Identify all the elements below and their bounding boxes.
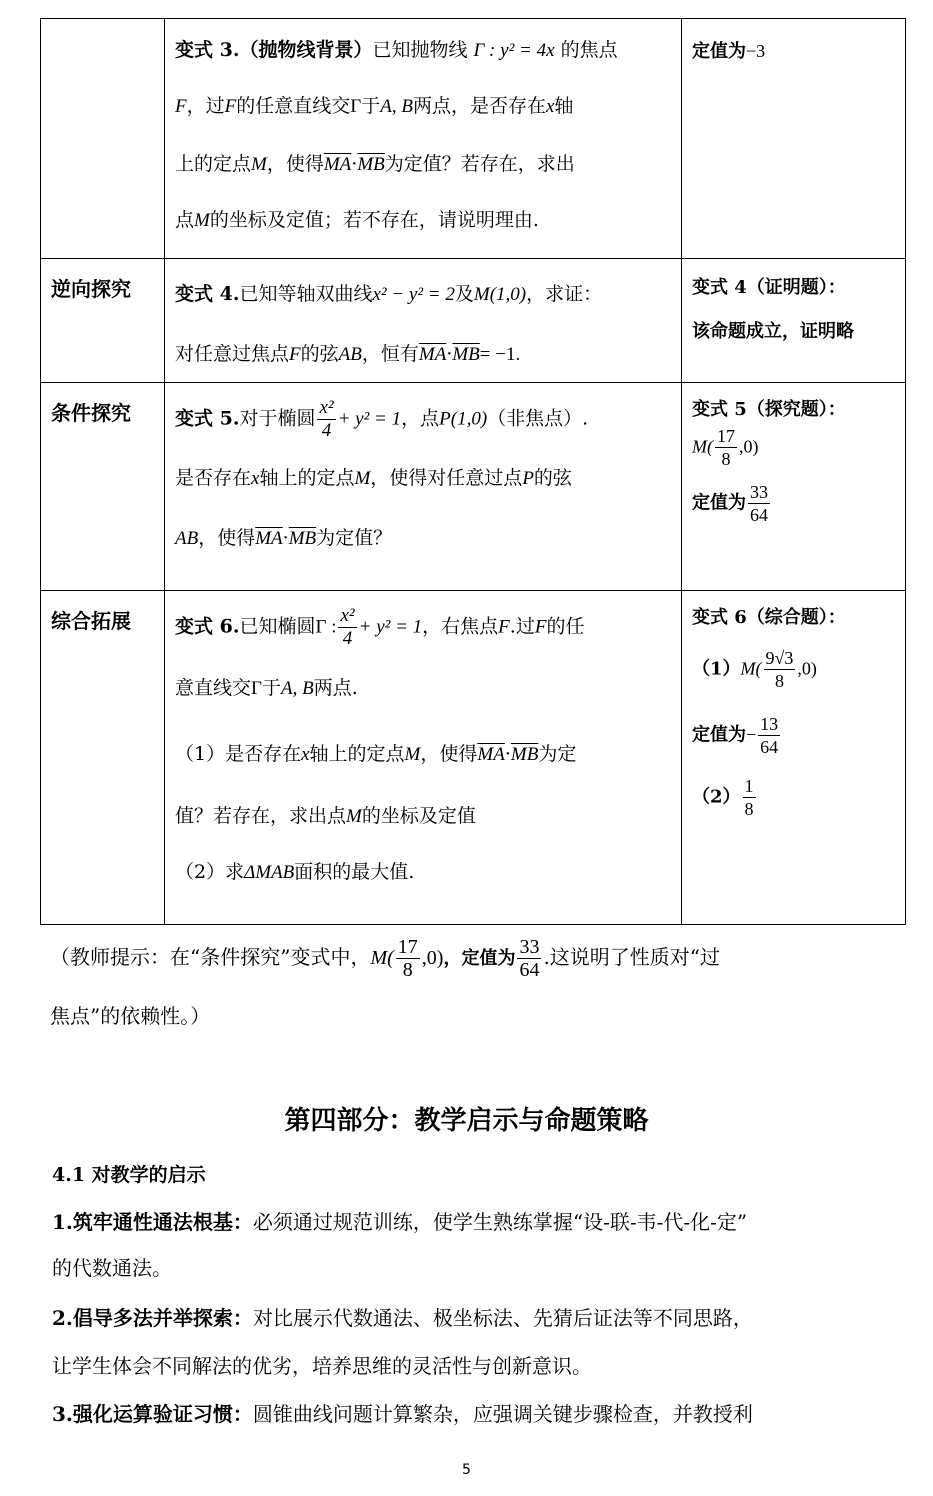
formula: ,0)	[739, 436, 759, 457]
text: 必须通过规范训练，使学生熟练掌握“设-联-韦-代-化-定”	[252, 1210, 748, 1234]
answer-3-cell	[682, 19, 906, 259]
text: 综合拓展	[51, 609, 131, 633]
text: 13	[760, 714, 779, 734]
vector: $\overline{MA}$	[323, 154, 352, 175]
formula: M(	[740, 658, 762, 679]
vector: $\overline{MA}$	[477, 744, 505, 765]
text: 变式 5.	[175, 407, 240, 430]
text: （1）是否存在	[175, 743, 302, 765]
formula: F	[289, 344, 301, 365]
text: （2）	[692, 786, 741, 808]
text: 8	[721, 449, 731, 469]
answer-5-cell	[682, 383, 906, 591]
formula: Γ	[251, 678, 262, 699]
text: ，定值为	[443, 948, 516, 969]
formula: −3	[746, 41, 766, 61]
text: 64	[519, 959, 540, 981]
formula: M(1,0)	[473, 284, 527, 305]
point-2-cont: 让学生体会不同解法的优劣，培养思维的灵活性与创新意识。	[52, 1354, 592, 1378]
formula: x	[251, 468, 260, 489]
section-title: 第四部分：教学启示与命题策略	[284, 1106, 649, 1136]
text: 8	[774, 671, 784, 691]
vector: $\overline{MA}$	[418, 344, 447, 365]
text: 的任	[546, 615, 585, 638]
text: 8	[402, 959, 413, 981]
text: ，使得	[420, 743, 478, 765]
formula: Γ	[350, 96, 362, 117]
formula: Γ :	[315, 616, 337, 638]
formula: x	[301, 744, 310, 765]
point-3	[52, 1398, 753, 1427]
teacher-note-line-1	[50, 936, 720, 981]
text: ·	[351, 153, 358, 175]
text: 4	[321, 420, 332, 441]
vector: $\overline{MA}$	[255, 528, 283, 549]
formula: A, B	[281, 678, 314, 699]
point-2	[52, 1302, 753, 1331]
text: 已知等轴双曲线	[239, 283, 373, 305]
formula: x² − y² = 2	[372, 284, 455, 305]
text: 1.筑牢通性通法根基：	[52, 1210, 253, 1234]
text: 值？若存在，求出点	[175, 805, 347, 827]
text: 轴上的定点	[309, 743, 405, 765]
text: 面积的最大值.	[294, 861, 415, 883]
row-label-comprehensive	[41, 591, 165, 925]
formula: F	[534, 616, 547, 638]
text: 变式 4（证明题）：	[692, 277, 846, 298]
formula: + y² = 1	[358, 616, 423, 638]
text: ·	[446, 343, 453, 365]
text: 已知椭圆	[239, 615, 316, 638]
text: 点	[175, 209, 195, 231]
text: 1	[744, 776, 754, 796]
text: ，点	[401, 407, 440, 430]
text: 逆向探究	[51, 277, 131, 301]
text: 的任意直线交	[236, 95, 351, 117]
vector: $\overline{MB}$	[288, 528, 317, 549]
vector: $\overline{MB}$	[452, 344, 480, 365]
text: 64	[760, 737, 779, 757]
formula: M	[404, 744, 421, 765]
text: 对比展示代数通法、极坐标法、先猜后证法等不同思路，	[252, 1306, 753, 1330]
text: 变式 6.	[175, 615, 240, 638]
text: 对任意过焦点	[175, 343, 290, 365]
formula: + y² = 1	[337, 408, 402, 430]
formula: −	[746, 724, 757, 745]
variant-5-cell	[165, 383, 682, 591]
text: 意直线交	[175, 677, 252, 699]
text: 上的定点	[175, 153, 252, 175]
text: 64	[750, 505, 768, 525]
point-1-cont: 的代数通法。	[52, 1256, 172, 1280]
text: ，恒有	[361, 343, 419, 365]
text: 9√3	[765, 648, 794, 668]
text: 于	[361, 95, 381, 117]
text: ·	[504, 743, 511, 765]
text: 该命题成立，证明略	[692, 321, 854, 342]
text: .这说明了性质对“过	[543, 945, 721, 969]
text: 定值为	[692, 492, 746, 514]
text: 已知抛物线	[372, 39, 474, 61]
text: 4	[342, 628, 353, 649]
text: 33	[519, 936, 540, 958]
text: （非焦点）.	[487, 407, 589, 430]
subsection-title: 4.1 对教学的启示	[52, 1164, 206, 1186]
text: 轴上的定点	[259, 467, 355, 489]
text: 变式 6（综合题）：	[692, 607, 846, 628]
formula: ,0)	[797, 658, 817, 679]
text: 圆锥曲线问题计算繁杂，应强调关键步骤检查，并教授利	[252, 1402, 753, 1426]
teacher-note-line-2: 焦点”的依赖性。）	[50, 1004, 211, 1028]
formula: P	[522, 468, 534, 489]
text: ，使得	[198, 527, 256, 549]
point-1	[52, 1206, 747, 1235]
variant-3-cell	[165, 19, 682, 259]
text: ，使得	[266, 153, 324, 175]
answer-6-cell	[682, 591, 906, 925]
text: x²	[340, 605, 355, 626]
text: 两点，是否存在	[412, 95, 546, 117]
text: x²	[319, 397, 334, 418]
text: ，求证：	[526, 283, 603, 305]
text: 的坐标及定值；若不存在，请说明理由.	[209, 209, 539, 231]
text: 变式 5（探究题）：	[692, 399, 846, 420]
text: 的弦	[300, 343, 339, 365]
row-label-condition	[41, 383, 165, 591]
variant-3-title: 变式 3.（抛物线背景）	[175, 39, 373, 61]
text: 为定	[538, 743, 577, 765]
text: .过	[509, 615, 535, 638]
formula: x	[545, 96, 555, 117]
text: 的坐标及定值	[361, 805, 476, 827]
formula: F	[498, 616, 510, 638]
formula: F	[224, 96, 237, 117]
text: 定值为	[692, 41, 746, 62]
text: 轴	[554, 95, 574, 117]
text: 及	[454, 283, 474, 305]
formula: M	[346, 806, 362, 827]
formula: A, B	[380, 96, 413, 117]
text: （教师提示：在“条件探究”变式中，	[50, 945, 371, 969]
text: 定值为	[692, 724, 746, 746]
text: 17	[397, 936, 418, 958]
formula: M	[354, 468, 371, 489]
formula: = −1.	[479, 344, 521, 365]
formula: M(	[692, 436, 713, 457]
text: 的弦	[533, 467, 572, 489]
text: 于	[262, 677, 282, 699]
text: ·	[282, 527, 289, 549]
formula: Γ : y² = 4x	[473, 40, 555, 61]
text: ，使得对任意过点	[370, 467, 523, 489]
text: （1）	[692, 658, 741, 680]
formula: F	[175, 96, 187, 117]
formula: ,0)	[421, 947, 444, 969]
text: ，右焦点	[422, 615, 499, 638]
text: 两点.	[313, 677, 358, 699]
text: 3.强化运算验证习惯：	[52, 1402, 253, 1426]
text: （2）求	[175, 861, 245, 883]
text: 8	[744, 799, 754, 819]
formula: P(1,0)	[439, 408, 488, 430]
page-number: 5	[462, 1462, 471, 1478]
variant-6-cell	[165, 591, 682, 925]
vector: $\overline{MB}$	[357, 154, 385, 175]
row-label-reverse	[41, 259, 165, 383]
formula: M	[194, 210, 210, 231]
formula: AB	[175, 528, 199, 549]
variant-4-cell	[165, 259, 682, 383]
formula: ΔMAB	[244, 862, 295, 883]
text: 条件探究	[51, 401, 131, 425]
formula: M(	[370, 947, 394, 969]
text: 的焦点	[554, 39, 618, 61]
text: 为定值？	[316, 527, 393, 549]
answer-4-cell	[682, 259, 906, 383]
text: 为定值？若存在，求出	[384, 153, 575, 175]
text: ，过	[186, 95, 225, 117]
formula: AB	[338, 344, 362, 365]
text: 变式 4.	[175, 283, 240, 305]
text: 17	[717, 426, 735, 446]
formula: M	[251, 154, 267, 175]
text: 对于椭圆	[239, 407, 316, 430]
text: 33	[750, 482, 768, 502]
text: 是否存在	[175, 467, 252, 489]
row-label-empty	[41, 19, 165, 259]
vector: $\overline{MB}$	[510, 744, 539, 765]
variants-table	[40, 18, 906, 925]
text: 2.倡导多法并举探索：	[52, 1306, 253, 1330]
